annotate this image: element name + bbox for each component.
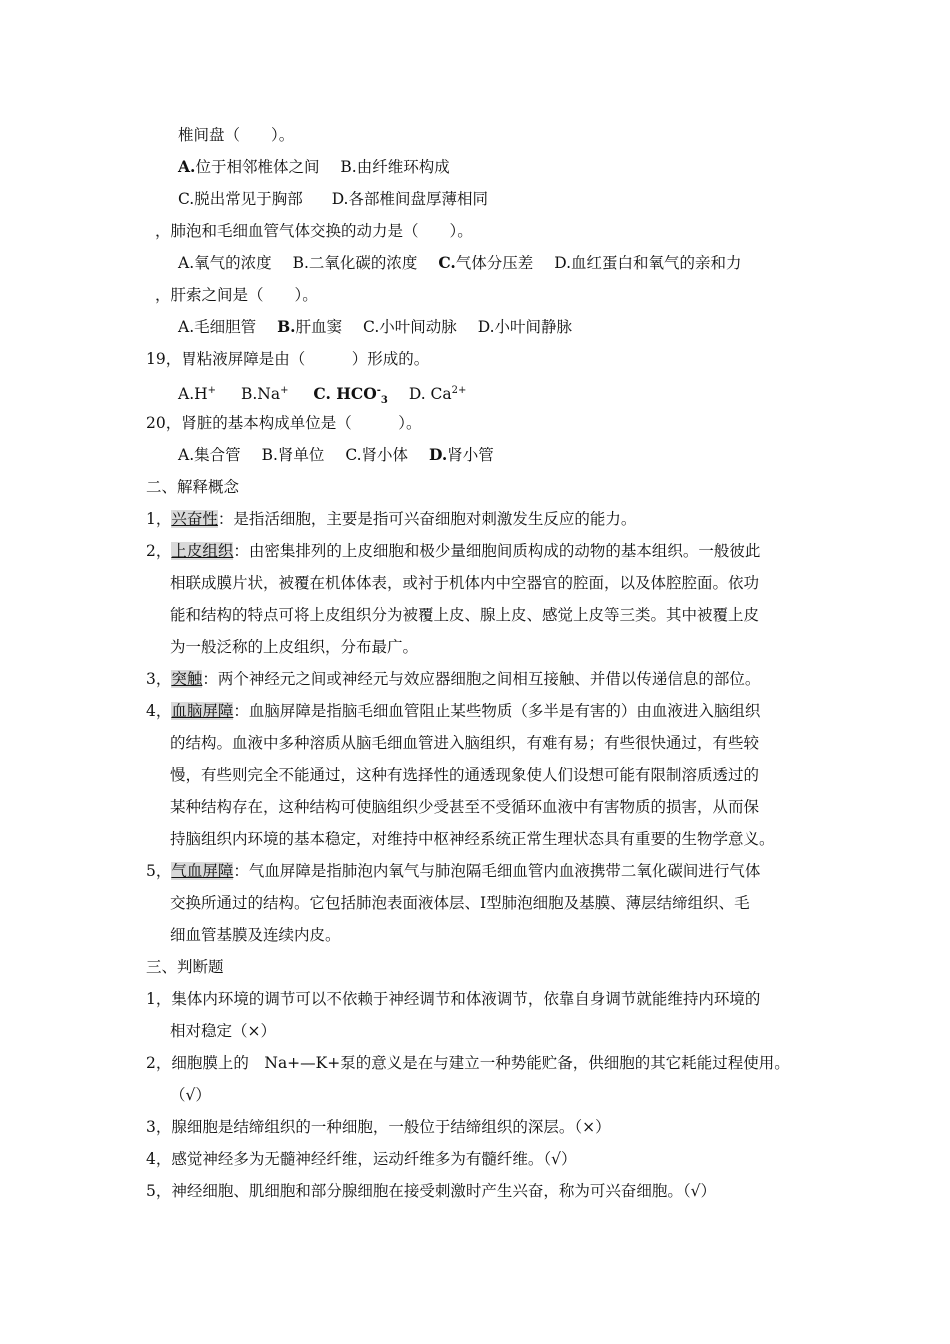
concept-4-cont: 持脑组织内环境的基本稳定，对维持中枢神经系统正常生理状态具有重要的生物学意义。 xyxy=(170,830,775,848)
concept-2: 2，上皮组织：由密集排列的上皮细胞和极少量细胞间质构成的动物的基本组织。一般彼此 xyxy=(146,542,761,560)
concept-1: 1，兴奋性：是指活细胞，主要是指可兴奋细胞对刺激发生反应的能力。 xyxy=(146,510,637,528)
section-heading-concepts: 二、解释概念 xyxy=(146,478,240,496)
question-disc: 椎间盘（ ）。 xyxy=(178,126,295,144)
options-disc-row2 xyxy=(178,189,488,209)
judgement-5: 5，神经细胞、肌细胞和部分腺细胞在接受刺激时产生兴奋，称为可兴奋细胞。（√） xyxy=(146,1182,717,1200)
option-c: C.气体分压差 xyxy=(438,253,534,272)
term-excitability: 兴奋性 xyxy=(171,510,218,528)
concept-2-cont: 相联成膜片状，被覆在机体体表，或衬于机体内中空器官的腔面，以及体腔腔面。依功 xyxy=(170,574,760,592)
option-c: C. $HCO^-_3$ xyxy=(313,384,388,406)
concept-5: 5，气血屏障：气血屏障是指肺泡内氧气与肺泡隔毛细血管内血液携带二氧化碳间进行气体 xyxy=(146,862,761,880)
question-alveoli: ，肺泡和毛细血管气体交换的动力是（ ）。 xyxy=(155,222,473,240)
term-blood-brain-barrier: 血脑屏障 xyxy=(171,702,234,720)
option-a: A.毛细胆管 xyxy=(178,318,257,336)
term-synapse: 突触 xyxy=(171,670,203,688)
option-a: A.H+ xyxy=(178,385,217,403)
option-d: D.小叶间静脉 xyxy=(477,318,573,336)
option-a: A.集合管 xyxy=(178,446,241,464)
question-19: 19，胃粘液屏障是由（ ）形成的。 xyxy=(146,350,430,368)
option-d: D.各部椎间盘厚薄相同 xyxy=(331,190,488,208)
term-air-blood-barrier: 气血屏障 xyxy=(171,862,234,880)
option-b: B.二氧化碳的浓度 xyxy=(292,254,418,272)
option-d: D.血红蛋白和氧气的亲和力 xyxy=(554,254,742,272)
option-b: B.由纤维环构成 xyxy=(340,158,450,176)
concept-5-cont: 交换所通过的结构。它包括肺泡表面液体层、Ⅰ型肺泡细胞及基膜、薄层结缔组织、毛 xyxy=(170,894,750,912)
concept-5-cont: 细血管基膜及连续内皮。 xyxy=(170,926,341,944)
concept-4-cont: 慢，有些则完全不能通过，这种有选择性的通透现象使人们设想可能有限制溶质透过的 xyxy=(170,766,760,784)
concept-2-cont: 为一般泛称的上皮组织，分布最广。 xyxy=(170,638,419,656)
options-20 xyxy=(178,445,494,465)
option-b: B.肾单位 xyxy=(261,446,325,464)
option-a: A.氧气的浓度 xyxy=(178,254,272,272)
concept-4-cont: 某种结构存在，这种结构可使脑组织少受甚至不受循环血液中有害物质的损害，从而保 xyxy=(170,798,760,816)
term-epithelium: 上皮组织 xyxy=(171,542,234,560)
options-disc-row1 xyxy=(178,157,450,177)
section-heading-judgement: 三、判断题 xyxy=(146,958,224,976)
question-20: 20，肾脏的基本构成单位是（ ）。 xyxy=(146,414,422,432)
option-d: D.肾小管 xyxy=(429,445,494,464)
concept-3: 3，突触：两个神经元之间或神经元与效应器细胞之间相互接触、并借以传递信息的部位。 xyxy=(146,670,761,688)
concept-4: 4，血脑屏障：血脑屏障是指脑毛细血管阻止某些物质（多半是有害的）由血液进入脑组织 xyxy=(146,702,761,720)
option-c: C.小叶间动脉 xyxy=(363,318,457,336)
option-a: A.位于相邻椎体之间 xyxy=(178,157,320,176)
option-c: C.肾小体 xyxy=(345,446,409,464)
judgement-3: 3，腺细胞是结缔组织的一种细胞，一般位于结缔组织的深层。（×） xyxy=(146,1118,611,1136)
judgement-2-cont: （√） xyxy=(170,1086,211,1104)
options-liver xyxy=(178,317,572,337)
options-alveoli xyxy=(178,253,742,273)
option-d: D. $Ca^{2+}$ xyxy=(408,385,467,403)
option-c: C.脱出常见于胸部 xyxy=(178,190,303,208)
concept-4-cont: 的结构。血液中多种溶质从脑毛细血管进入脑组织，有难有易；有些很快通过，有些较 xyxy=(170,734,760,752)
judgement-4: 4，感觉神经多为无髓神经纤维，运动纤维多为有髓纤维。（√） xyxy=(146,1150,577,1168)
concept-2-cont: 能和结构的特点可将上皮组织分为被覆上皮、腺上皮、感觉上皮等三类。其中被覆上皮 xyxy=(170,606,760,624)
judgement-1-cont: 相对稳定（×） xyxy=(170,1022,276,1040)
question-liver: ，肝索之间是（ ）。 xyxy=(155,286,318,304)
option-b: B.Na+ xyxy=(240,385,289,403)
options-19 xyxy=(178,381,466,411)
judgement-2: 2，细胞膜上的 Na+—K+泵的意义是在与建立一种势能贮备，供细胞的其它耗能过程使用。 xyxy=(146,1054,790,1072)
judgement-1: 1，集体内环境的调节可以不依赖于神经调节和体液调节，依靠自身调节就能维持内环境的 xyxy=(146,990,761,1008)
option-b: B.肝血窦 xyxy=(277,317,343,336)
